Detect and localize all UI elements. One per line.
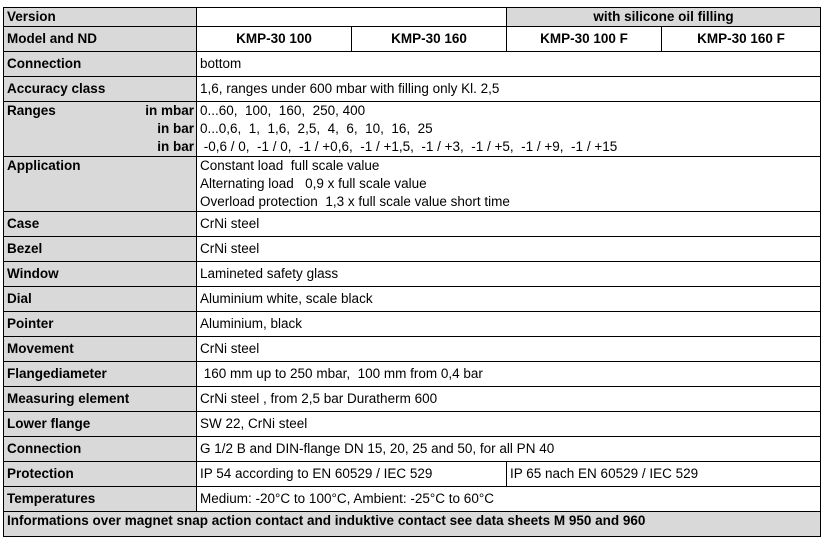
temperatures-value: Medium: -20°C to 100°C, Ambient: -25°C to 60°C [197,487,821,512]
protection-row [4,462,821,487]
connection-value: bottom [197,52,821,77]
protection-label: Protection [4,462,197,487]
model-row [4,27,821,52]
spec-row-window [4,262,821,287]
spec-row-bezel [4,237,821,262]
flangediameter-label: Flangediameter [4,362,197,387]
ranges-value-bar-vacuum: -0,6 / 0, -1 / 0, -1 / +0,6, -1 / +1,5, -1 / +3, -1 / +5, -1 / +9, -1 / +15 [200,139,618,154]
movement-label: Movement [4,337,197,362]
movement-value: CrNi steel [197,337,821,362]
case-label: Case [4,212,197,237]
model-kmp30-100f: KMP-30 100 F [507,27,662,52]
ranges-unit-mbar: in mbar [145,103,194,118]
application-constant-load: Constant load full scale value [200,158,380,173]
protection-value-ip65: IP 65 nach EN 60529 / IEC 529 [507,462,821,487]
dial-label: Dial [4,287,197,312]
model-kmp30-100: KMP-30 100 [197,27,352,52]
version-empty-cell [197,8,507,27]
protection-value-ip54: IP 54 according to EN 60529 / IEC 529 [197,462,507,487]
ranges-value-mbar: 0...60, 100, 160, 250, 400 [200,103,366,118]
measuring-element-label: Measuring element [4,387,197,412]
lower-flange-value: SW 22, CrNi steel [197,412,821,437]
spec-row-movement [4,337,821,362]
ranges-unit-bar: in bar [157,121,194,136]
model-kmp30-160: KMP-30 160 [352,27,507,52]
ranges-unit-bar-vacuum: in bar [157,139,194,154]
application-alternating-load: Alternating load 0,9 x full scale value [200,176,427,191]
accuracy-label: Accuracy class [4,77,197,102]
connection-label: Connection [4,52,197,77]
version-row [4,8,821,27]
bezel-value: CrNi steel [197,237,821,262]
pointer-label: Pointer [4,312,197,337]
ranges-values-cell [197,102,821,157]
spec-row-pointer [4,312,821,337]
flangediameter-value: 160 mm up to 250 mbar, 100 mm from 0,4 bar [197,362,821,387]
application-overload: Overload protection 1,3 x full scale value short time [200,194,510,209]
application-row [4,157,821,212]
spec-row-dial [4,287,821,312]
temperatures-row [4,487,821,512]
footer-note: Informations over magnet snap action contact and induktive contact see data sheets M 950 and 960 [4,512,821,537]
connection-row [4,52,821,77]
measuring-element-value: CrNi steel , from 2,5 bar Duratherm 600 [197,387,821,412]
window-value: Lamineted safety glass [197,262,821,287]
spec-row-connection-2 [4,437,821,462]
connection-2-value: G 1/2 B and DIN-flange DN 15, 20, 25 and 50, for all PN 40 [197,437,821,462]
ranges-value-bar: 0...0,6, 1, 1,6, 2,5, 4, 6, 10, 16, 25 [200,121,433,136]
ranges-label: Ranges [7,103,56,118]
dial-value: Aluminium white, scale black [197,287,821,312]
temperatures-label: Temperatures [4,487,197,512]
ranges-label-cell [4,102,197,157]
accuracy-value: 1,6, ranges under 600 mbar with filling only Kl. 2,5 [197,77,821,102]
spec-row-lower-flange [4,412,821,437]
case-value: CrNi steel [197,212,821,237]
spec-table [3,7,821,537]
pointer-value: Aluminium, black [197,312,821,337]
accuracy-row [4,77,821,102]
spec-row-case [4,212,821,237]
version-label: Version [4,8,197,27]
bezel-label: Bezel [4,237,197,262]
application-values [197,157,821,212]
model-label: Model and ND [4,27,197,52]
spec-row-flangediameter [4,362,821,387]
application-label: Application [4,157,197,212]
model-kmp30-160f: KMP-30 160 F [662,27,821,52]
connection-2-label: Connection [4,437,197,462]
footer-row [4,512,821,537]
silicone-oil-header: with silicone oil filling [507,8,821,27]
ranges-row [4,102,821,157]
window-label: Window [4,262,197,287]
spec-row-measuring-element [4,387,821,412]
lower-flange-label: Lower flange [4,412,197,437]
